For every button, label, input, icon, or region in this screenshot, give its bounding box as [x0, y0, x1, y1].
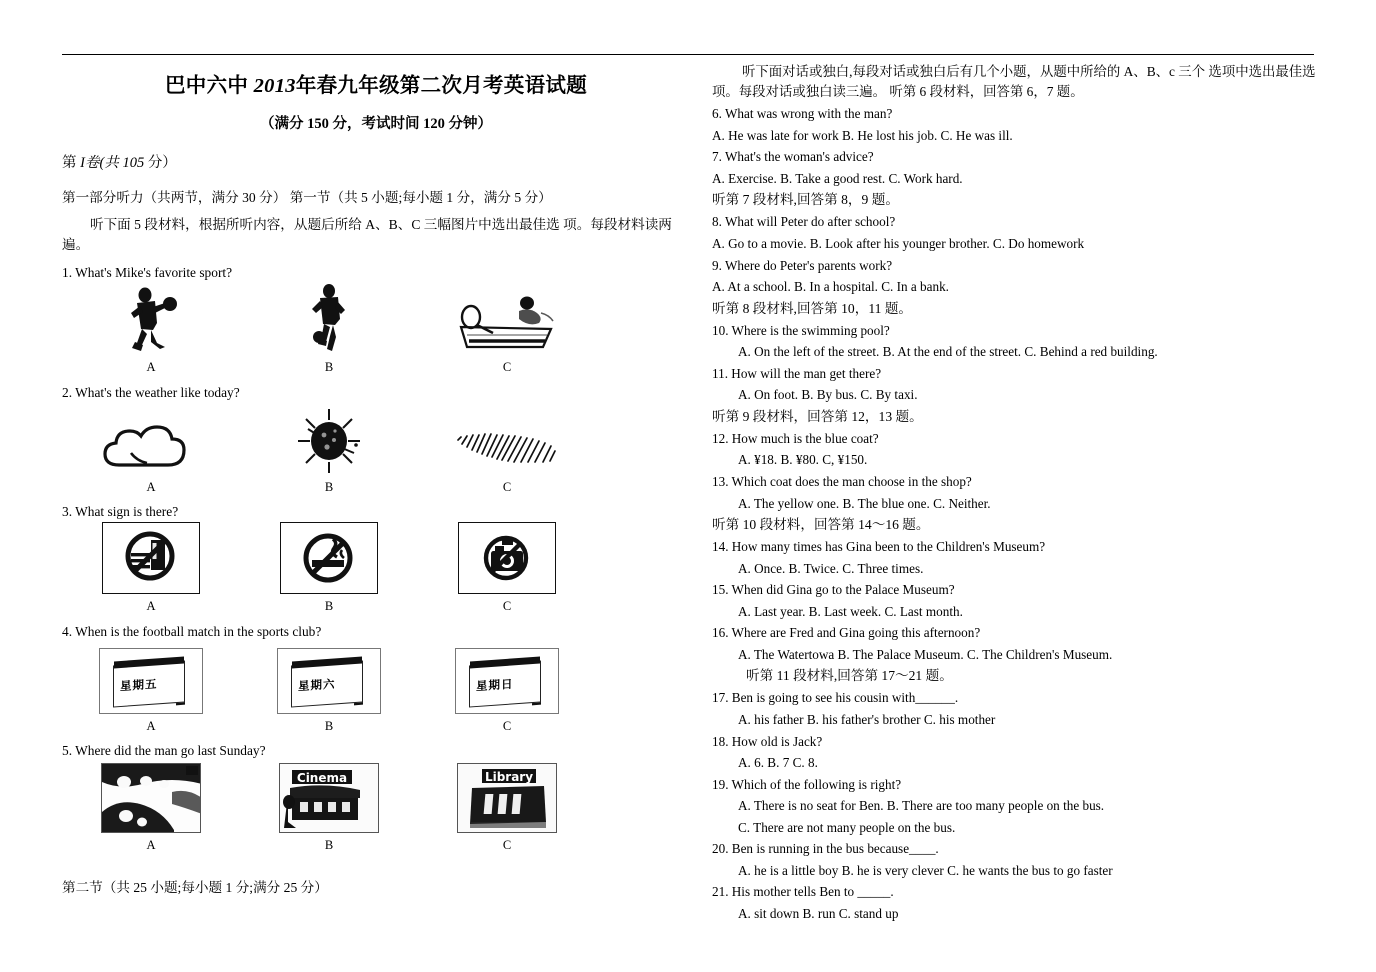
section-two-header: 第二节（共 25 小题;每小题 1 分;满分 25 分）	[62, 879, 328, 895]
basketball-player-icon	[123, 285, 179, 355]
question-18: 18. How old is Jack?	[712, 733, 823, 749]
question-10-options[interactable]: A. On the left of the street. B. At the end of the street. C. Behind a red building.	[738, 344, 1158, 360]
volume-prefix: 第	[62, 154, 81, 171]
calendar-icon	[99, 648, 203, 714]
calendar-day-label: 星期五	[120, 676, 158, 693]
listen-material-7: 听第 7 段材料,回答第 8，9 题。	[712, 192, 899, 208]
question-13-options[interactable]: A. The yellow one. B. The blue one. C. Neither.	[738, 495, 991, 511]
question-13: 13. Which coat does the man choose in the shop?	[712, 473, 972, 489]
library-photo-icon	[457, 763, 557, 833]
option-label: B	[324, 360, 334, 375]
listen-material-8: 听第 8 段材料,回答第 10，11 题。	[712, 300, 913, 316]
question-11-options[interactable]: A. On foot. B. By bus. C. By taxi.	[738, 387, 918, 403]
option-label: B	[324, 599, 334, 614]
volume-numeral: I	[80, 154, 85, 171]
sun-icon	[294, 407, 364, 475]
question-6: 6. What was wrong with the man?	[712, 106, 893, 122]
question-7-options[interactable]: A. Exercise. B. Take a good rest. C. Work hard.	[712, 170, 963, 186]
option-C[interactable]	[418, 407, 596, 493]
question-12-options[interactable]: A. ¥18. B. ¥80. C, ¥150.	[738, 452, 868, 468]
option-B[interactable]	[240, 646, 418, 732]
no-photography-sign-box	[458, 522, 556, 594]
question-16: 16. Where are Fred and Gina going this afternoon?	[712, 625, 981, 641]
option-A[interactable]	[62, 646, 240, 732]
page-title	[62, 74, 690, 100]
option-C[interactable]	[418, 288, 596, 374]
no-smoking-sign-icon	[299, 529, 359, 587]
question-19-options-ab[interactable]: A. There is no seat for Ben. B. There are too many people on the bus.	[738, 798, 1105, 814]
question-5-options	[62, 766, 690, 852]
question-14: 14. How many times has Gina been to the Children's Museum?	[712, 539, 1046, 555]
title-suffix: 年春九年级第二次月考英语试题	[295, 75, 588, 97]
rain-icon	[455, 407, 559, 475]
option-B[interactable]	[240, 527, 418, 613]
calendar-sunday	[455, 646, 559, 714]
question-12: 12. How much is the blue coat?	[712, 430, 879, 446]
question-20: 20. Ben is running in the bus because____.	[712, 841, 939, 857]
option-label: C	[502, 599, 512, 614]
park-photo-icon	[101, 763, 201, 833]
volume-points: 105	[122, 154, 145, 171]
option-A[interactable]	[62, 766, 240, 852]
question-3-options	[62, 527, 690, 613]
option-C[interactable]	[418, 766, 596, 852]
no-smoking-sign-box	[280, 522, 378, 594]
calendar-friday	[99, 646, 203, 714]
calendar-icon	[455, 648, 559, 714]
question-1-options	[62, 288, 690, 374]
page-subtitle: （满分 150 分，考试时间 120 分钟）	[260, 115, 492, 132]
question-17-options[interactable]: A. his father B. his father's brother C. his mother	[738, 711, 996, 727]
option-label: B	[324, 479, 334, 494]
question-10: 10. Where is the swimming pool?	[712, 322, 890, 338]
option-label: C	[502, 838, 512, 853]
question-17: 17. Ben is going to see his cousin with______.	[712, 690, 959, 706]
calendar-icon	[277, 648, 381, 714]
calendar-day-label: 星期六	[298, 676, 336, 693]
option-label: B	[324, 838, 334, 853]
option-A[interactable]	[62, 527, 240, 613]
option-label: C	[502, 360, 512, 375]
question-16-options[interactable]: A. The Watertowa B. The Palace Museum. C. The Children's Museum.	[738, 646, 1113, 662]
option-label: C	[502, 718, 512, 733]
sign-frame	[280, 522, 378, 594]
question-1-text: 1. What's Mike's favorite sport?	[62, 265, 233, 281]
option-B[interactable]	[240, 766, 418, 852]
cloud-icon	[101, 407, 201, 475]
listen-material-10: 听第 10 段材料，回答第 14～16 题。	[712, 517, 930, 533]
question-15-options[interactable]: A. Last year. B. Last week. C. Last month.	[738, 603, 963, 619]
option-label: A	[146, 479, 156, 494]
option-C[interactable]	[418, 527, 596, 613]
listening-instruction: 听下面对话或独白,每段对话或独白后有几个小题，从题中所给的 A、B、c 三个 选项中选出最佳选项。每段对话或独白读三遍。 听第 6 段材料，回答第 6，7 题。	[712, 64, 1316, 100]
calendar-saturday	[277, 646, 381, 714]
cinema-photo-box	[279, 763, 379, 833]
question-20-options[interactable]: A. he is a little boy B. he is very clever C. he wants the bus to go faster	[738, 862, 1113, 878]
question-14-options[interactable]: A. Once. B. Twice. C. Three times.	[738, 560, 924, 576]
question-7: 7. What's the woman's advice?	[712, 149, 874, 165]
volume-line	[62, 151, 690, 172]
library-sign-text: Library	[484, 770, 534, 785]
question-4-text: 4. When is the football match in the sports club?	[62, 623, 322, 639]
question-9-options[interactable]: A. At a school. B. In a hospital. C. In a bank.	[712, 279, 949, 295]
left-column	[62, 62, 702, 923]
question-18-options[interactable]: A. 6. B. 7 C. 8.	[738, 755, 818, 771]
question-6-options[interactable]: A. He was late for work B. He lost his job. C. He was ill.	[712, 127, 1013, 143]
question-21: 21. His mother tells Ben to _____.	[712, 884, 894, 900]
sign-frame	[102, 522, 200, 594]
cinema-photo-icon	[279, 763, 379, 833]
question-3-text: 3. What sign is there?	[62, 504, 179, 520]
question-15: 15. When did Gina go to the Palace Museum?	[712, 582, 955, 598]
question-21-options[interactable]: A. sit down B. run C. stand up	[738, 905, 899, 921]
part-one-instruction: 听下面 5 段材料，根据所听内容，从题后所给 A、B、C 三幅图片中选出最佳选 项。每段材料读两遍。	[62, 217, 672, 252]
title-prefix: 巴中六中	[164, 75, 254, 97]
option-label: A	[146, 599, 156, 614]
option-A[interactable]	[62, 407, 240, 493]
header-rule	[62, 54, 1314, 55]
volume-suffix: 分）	[144, 154, 177, 171]
soccer-player-icon	[307, 283, 351, 355]
option-label: C	[502, 479, 512, 494]
sign-frame	[458, 522, 556, 594]
no-photography-sign-icon	[477, 529, 537, 587]
right-column	[712, 62, 1342, 923]
option-label: A	[146, 360, 156, 375]
listen-material-11: 听第 11 段材料,回答第 17～21 题。	[746, 668, 953, 684]
part-one-header: 第一部分听力（共两节，满分 30 分） 第一节（共 5 小题;每小题 1 分，满分 5 分）	[62, 189, 552, 205]
question-9: 9. Where do Peter's parents work?	[712, 257, 893, 273]
option-label: A	[146, 718, 156, 733]
question-5-text: 5. Where did the man go last Sunday?	[62, 743, 266, 759]
question-19-options-c[interactable]: C. There are not many people on the bus.	[738, 819, 956, 835]
option-B[interactable]	[240, 288, 418, 374]
question-2-text: 2. What's the weather like today?	[62, 384, 240, 400]
title-year: 2013	[253, 75, 296, 97]
no-food-drink-sign-box	[102, 522, 200, 594]
question-8: 8. What will Peter do after school?	[712, 214, 896, 230]
option-label: A	[146, 838, 156, 853]
option-B[interactable]	[240, 407, 418, 493]
two-column-body	[0, 62, 1376, 923]
listen-material-9: 听第 9 段材料，回答第 12，13 题。	[712, 408, 923, 424]
tennis-player-icon	[455, 288, 559, 356]
option-A[interactable]	[62, 288, 240, 374]
park-photo-box	[101, 763, 201, 833]
option-label: B	[324, 718, 334, 733]
question-11: 11. How will the man get there?	[712, 365, 882, 381]
option-C[interactable]	[418, 646, 596, 732]
no-food-drink-sign-icon	[121, 529, 181, 587]
calendar-day-label: 星期日	[476, 676, 514, 693]
question-8-options[interactable]: A. Go to a movie. B. Look after his younger brother. C. Do homework	[712, 235, 1085, 251]
question-4-options	[62, 646, 690, 732]
volume-mid: 卷(共	[84, 154, 123, 171]
cinema-sign-text: Cinema	[296, 771, 348, 786]
question-2-options	[62, 407, 690, 493]
library-photo-box	[457, 763, 557, 833]
question-19: 19. Which of the following is right?	[712, 776, 902, 792]
